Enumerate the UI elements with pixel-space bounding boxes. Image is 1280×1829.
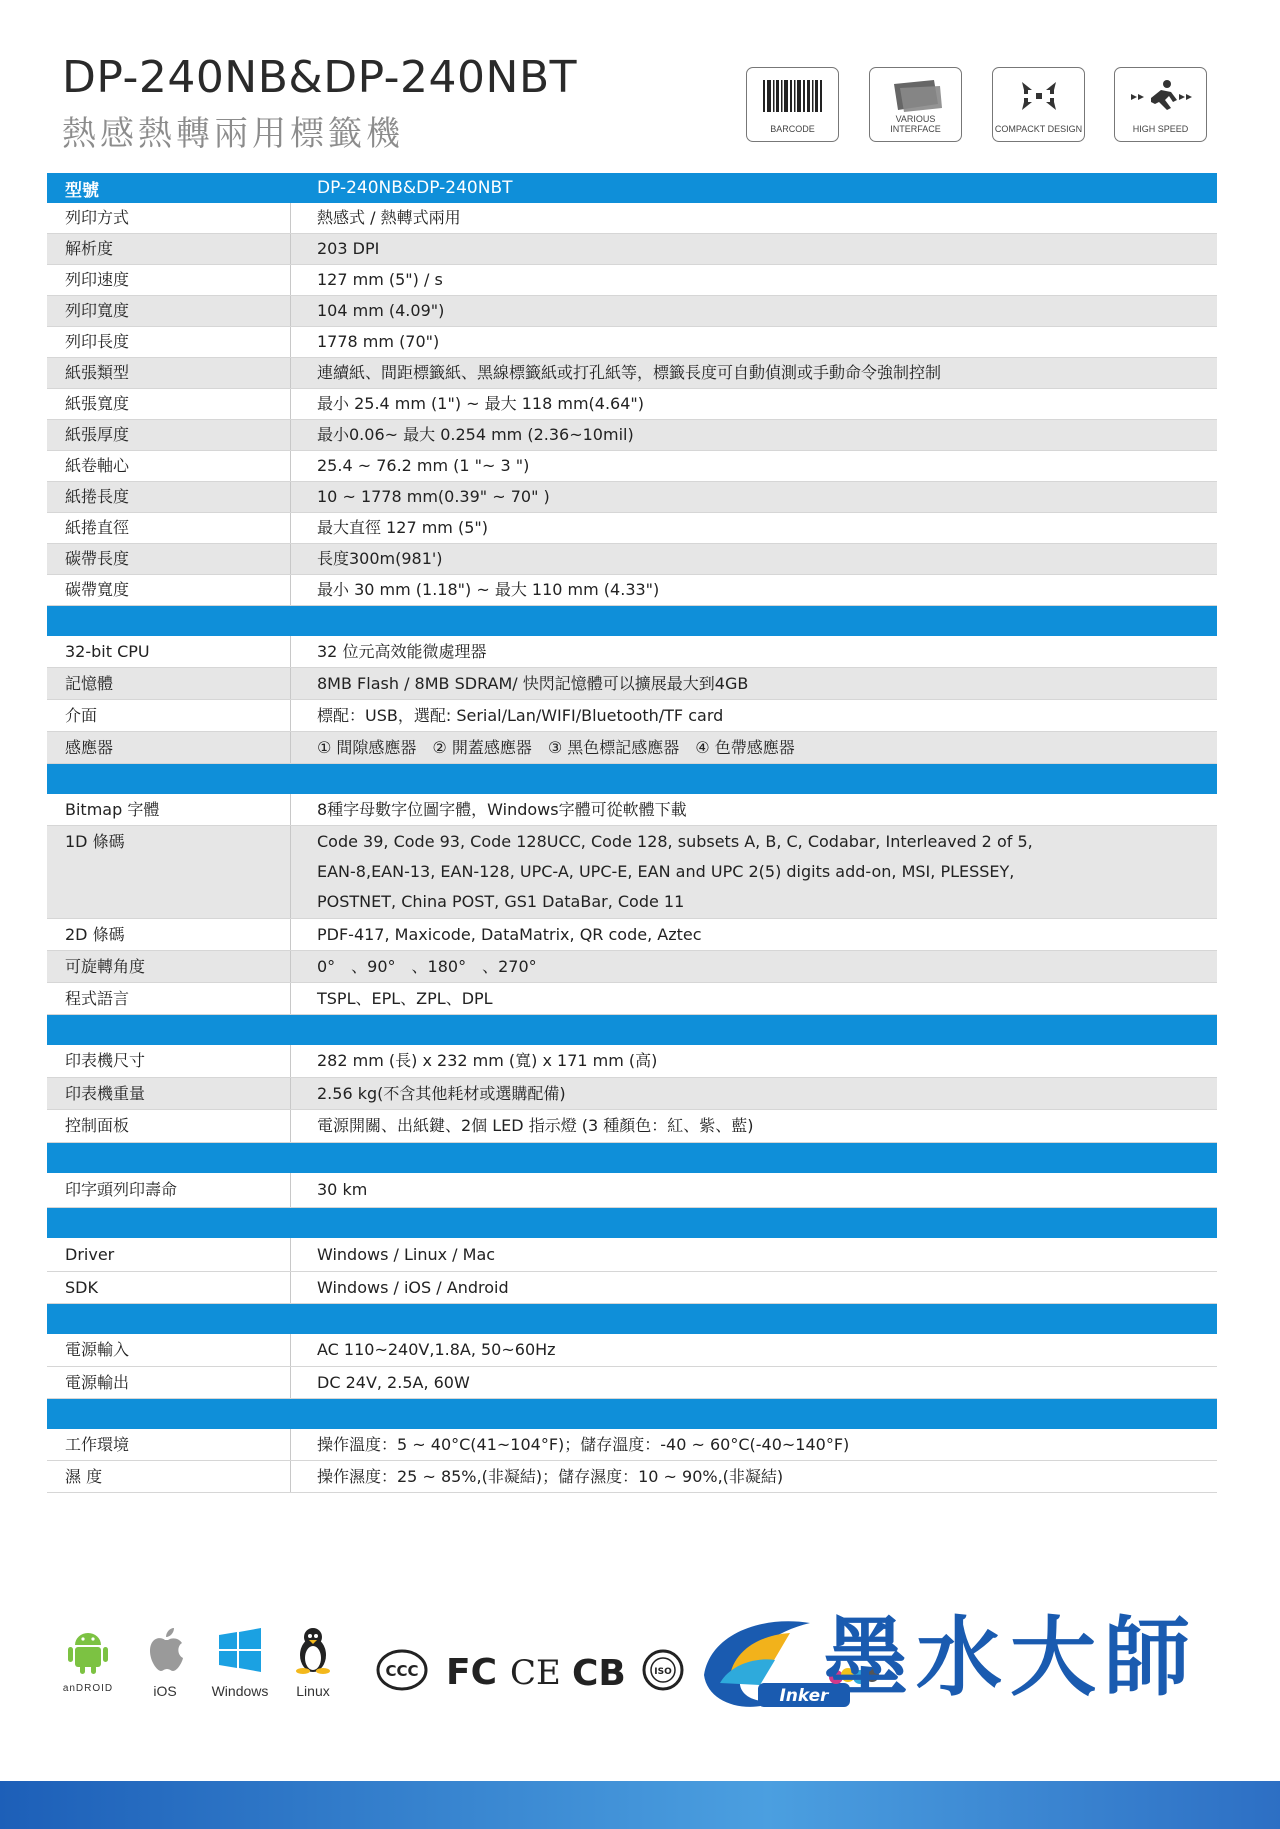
table-row: 2D 條碼 PDF-417, Maxicode, DataMatrix, QR code, Aztec xyxy=(47,919,1217,951)
section-divider xyxy=(47,1304,1217,1334)
hardware-spec-group xyxy=(47,636,1217,764)
table-row: 紙卷軸心 25.4 ~ 76.2 mm (1 "~ 3 ") xyxy=(47,451,1217,482)
page-title: DP-240NB&DP-240NBT xyxy=(62,52,577,103)
apple-icon xyxy=(140,1625,190,1675)
os-windows: Windows xyxy=(195,1625,285,1699)
table-row: 控制面板 電源開關、出紙鍵、2個 LED 指示燈 (3 種顏色：紅、紫、藍) xyxy=(47,1110,1217,1143)
feature-badge-interface: VARIOUS INTERFACE xyxy=(869,67,962,142)
section-divider xyxy=(47,1015,1217,1045)
table-row: 列印方式 熱感式 / 熱轉式兩用 xyxy=(47,203,1217,234)
table-row: 工作環境 操作溫度：5 ~ 40°C(41~104°F)；儲存溫度：-40 ~ 60°C(-40~140°F) xyxy=(47,1429,1217,1461)
environment-spec-group xyxy=(47,1429,1217,1493)
fcc-cert-icon xyxy=(446,1648,496,1696)
power-spec-group xyxy=(47,1334,1217,1399)
table-row: 列印速度 127 mm (5") / s xyxy=(47,265,1217,296)
model-label: 型號 xyxy=(65,180,99,201)
svg-text:ISO: ISO xyxy=(654,1667,672,1677)
physical-spec-group xyxy=(47,1045,1217,1143)
speed-icon xyxy=(1115,76,1206,116)
table-row: 印表機重量 2.56 kg(不含其他耗材或選購配備) xyxy=(47,1078,1217,1110)
section-divider xyxy=(47,606,1217,636)
svg-text:CE: CE xyxy=(510,1653,560,1692)
svg-text:CB: CB xyxy=(572,1653,626,1692)
table-row: 紙張寬度 最小 25.4 mm (1") ~ 最大 118 mm(4.64") xyxy=(47,389,1217,420)
table-row: 碳帶長度 長度300m(981') xyxy=(47,544,1217,575)
os-android: anDROID xyxy=(43,1625,133,1694)
table-row: 解析度 203 DPI xyxy=(47,234,1217,265)
model-value: DP-240NB&DP-240NBT xyxy=(317,178,513,198)
print-spec-group xyxy=(47,203,1217,606)
table-row: 紙張類型 連續紙、間距標籤紙、黑線標籤紙或打孔紙等，標籤長度可自動偵測或手動命令強制控制 xyxy=(47,358,1217,389)
feature-badge-compact: COMPACKT DESIGN xyxy=(992,67,1085,142)
table-row: 列印寬度 104 mm (4.09") xyxy=(47,296,1217,327)
table-row: 列印長度 1778 mm (70") xyxy=(47,327,1217,358)
table-row: 記憶體 8MB Flash / 8MB SDRAM/ 快閃記憶體可以擴展最大到4GB xyxy=(47,668,1217,700)
ce-cert-icon xyxy=(510,1648,560,1696)
svg-text:CCC: CCC xyxy=(385,1662,419,1680)
interface-icon xyxy=(870,76,961,116)
table-row: 濕 度 操作濕度：25 ~ 85%,(非凝結)；儲存濕度：10 ~ 90%,(非凝結) xyxy=(47,1461,1217,1493)
os-ios: iOS xyxy=(120,1625,210,1699)
table-row: 紙捲長度 10 ~ 1778 mm(0.39" ~ 70" ) xyxy=(47,482,1217,513)
table-row: 介面 標配：USB，選配: Serial/Lan/WIFI/Bluetooth/TF card xyxy=(47,700,1217,732)
table-row: 可旋轉角度 0° 、90° 、180° 、270° xyxy=(47,951,1217,983)
ccc-cert-icon xyxy=(376,1648,428,1696)
cb-cert-icon xyxy=(572,1648,632,1696)
windows-icon xyxy=(215,1625,265,1675)
section-divider xyxy=(47,1143,1217,1173)
spec-table xyxy=(47,173,1217,1493)
table-row: 印表機尺寸 282 mm (長) x 232 mm (寬) x 171 mm (高) xyxy=(47,1045,1217,1078)
feature-badge-barcode: BARCODE xyxy=(746,67,839,142)
table-row: Driver Windows / Linux / Mac xyxy=(47,1238,1217,1272)
table-row: 32-bit CPU 32 位元高效能微處理器 xyxy=(47,636,1217,668)
bottom-bar xyxy=(0,1781,1280,1829)
table-row: 電源輸入 AC 110~240V,1.8A, 50~60Hz xyxy=(47,1334,1217,1367)
section-divider xyxy=(47,1399,1217,1429)
feature-badge-speed: HIGH SPEED xyxy=(1114,67,1207,142)
brand-name: 墨水大師 xyxy=(822,1608,1198,1708)
section-divider xyxy=(47,1208,1217,1238)
linux-icon xyxy=(288,1625,338,1675)
spec-header-row xyxy=(47,173,1217,203)
table-row: 印字頭列印壽命 30 km xyxy=(47,1173,1217,1208)
table-row: 紙張厚度 最小0.06~ 最大 0.254 mm (2.36~10mil) xyxy=(47,420,1217,451)
os-linux: Linux xyxy=(268,1625,358,1699)
table-row: 感應器 ① 間隙感應器 ② 開蓋感應器 ③ 黑色標記感應器 ④ 色帶感應器 xyxy=(47,732,1217,764)
table-row: 紙捲直徑 最大直徑 127 mm (5") xyxy=(47,513,1217,544)
head-life-spec-group xyxy=(47,1173,1217,1208)
table-row: 碳帶寬度 最小 30 mm (1.18") ~ 最大 110 mm (4.33") xyxy=(47,575,1217,606)
page-subtitle: 熱感熱轉兩用標籤機 xyxy=(62,114,404,154)
table-row: SDK Windows / iOS / Android xyxy=(47,1272,1217,1304)
android-icon xyxy=(63,1625,113,1675)
section-divider xyxy=(47,764,1217,794)
table-row: 電源輸出 DC 24V, 2.5A, 60W xyxy=(47,1367,1217,1399)
svg-text:Inker: Inker xyxy=(779,1686,829,1706)
compact-icon xyxy=(993,76,1084,116)
barcode-icon xyxy=(747,76,838,116)
font-barcode-spec-group xyxy=(47,794,1217,1015)
table-row: Bitmap 字體 8種字母數字位圖字體，Windows字體可從軟體下載 xyxy=(47,794,1217,826)
svg-text:FC: FC xyxy=(446,1652,496,1692)
iso-cert-icon xyxy=(640,1648,686,1696)
brand-logo xyxy=(700,1605,1260,1719)
software-spec-group xyxy=(47,1238,1217,1304)
table-row: 程式語言 TSPL、EPL、ZPL、DPL xyxy=(47,983,1217,1015)
table-row: 1D 條碼 Code 39, Code 93, Code 128UCC, Code 128, subsets A, B, C, Codabar, Interleaved 2 of 5, EAN-8,EAN-13, EAN-128, UPC-A, UPC-E, EAN and UPC 2(5) digits add-on, MSI, PLESSEY, POSTNET, China POST, GS1 DataBar, Code 11 xyxy=(47,826,1217,919)
